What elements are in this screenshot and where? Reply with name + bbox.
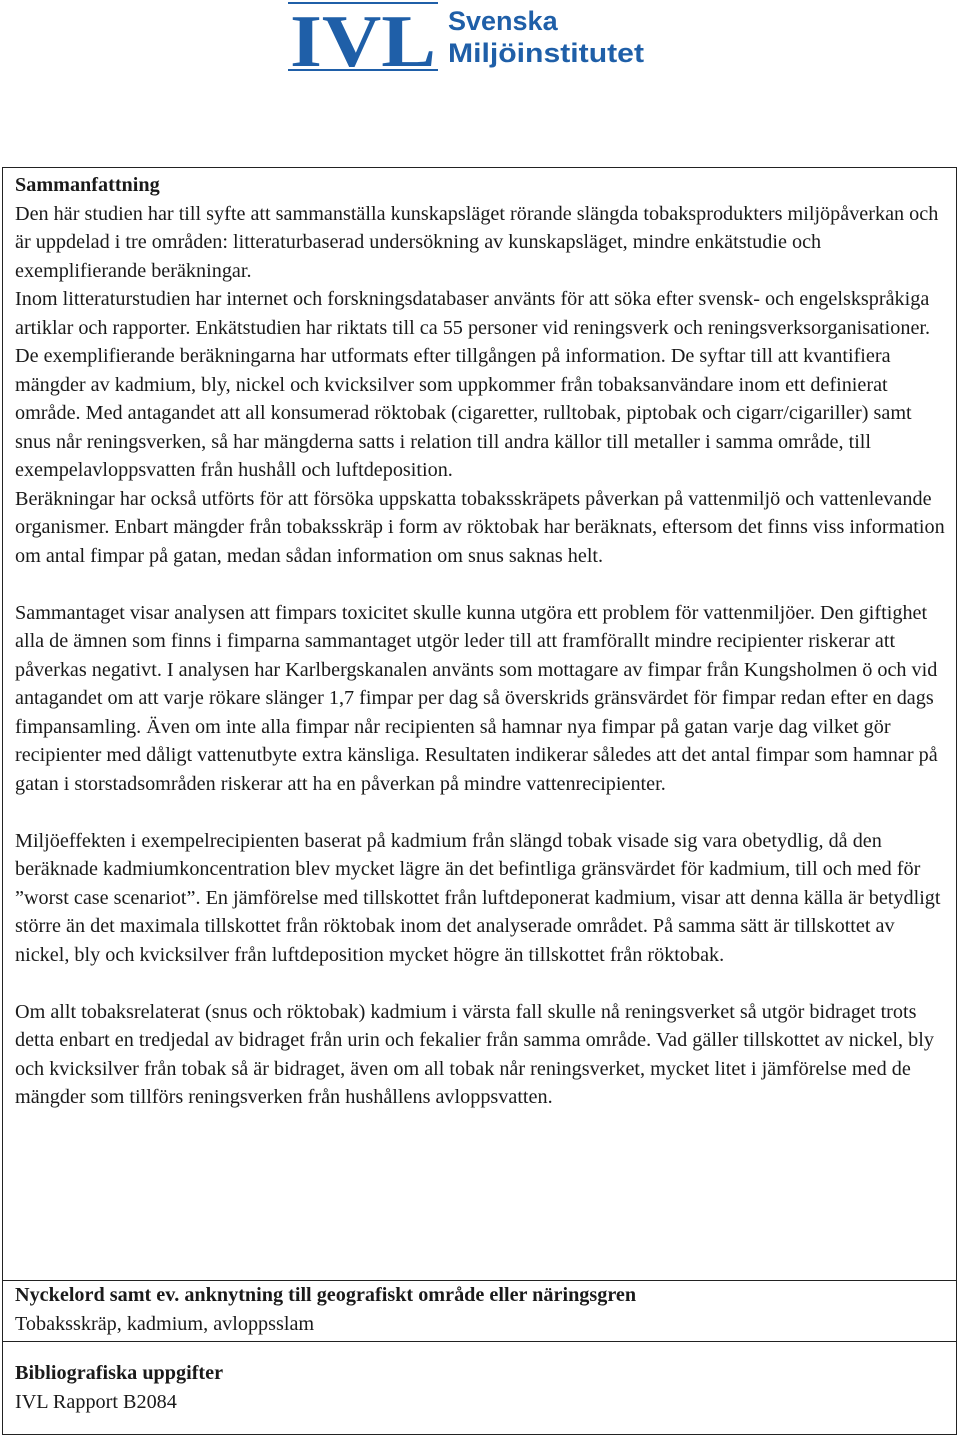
summary-paragraph-1: Den här studien har till syfte att sammanställa kunskapsläget rörande slängda tobaksprodukters miljöpåverkan och är uppdelad i tre områden: litteraturbaserad undersökning av kunskapsläget, mindre enkätstudie och exemplifierande beräkningar. xyxy=(15,202,939,282)
logo-name-line1: Svenska xyxy=(448,6,558,36)
logo-name-line2: Miljöinstitutet xyxy=(448,38,644,68)
keywords-heading: Nyckelord samt ev. anknytning till geografiskt område eller näringsgren xyxy=(15,1284,637,1306)
summary-paragraph-2: Inom litteraturstudien har internet och forskningsdatabaser använts för att söka efter svensk- och engelskspråkiga artiklar och rapporter. Enkätstudien har riktats till ca 55 personer vid reningsverk och reningsverksorganisationer. De exemplifierande beräkningarna har utformats efter tillgången på information. De syftar till att kvantifiera mängder av kadmium, bly, nickel och kvicksilver som uppkommer från tobaksanvändare inom ett definierat område. Med antagandet att all konsumerad röktobak (cigaretter, rulltobak, piptobak och cigarr/cigariller) samt snus når reningsverken, så har mängderna satts i relation till andra källor till metaller i samma område, till exempelavloppsvatten från hushåll och luftdeposition. xyxy=(15,288,931,481)
bibliography-text: IVL Rapport B2084 xyxy=(15,1390,177,1413)
bibliography-heading: Bibliografiska uppgifter xyxy=(15,1362,224,1384)
summary-frame xyxy=(2,167,957,1435)
summary-heading: Sammanfattning xyxy=(15,174,160,196)
summary-paragraph-3: Beräkningar har också utförts för att försöka uppskatta tobaksskräpets påverkan på vattenmiljö och vattenlevande organismer. Enbart mängder från tobaksskräp i form av röktobak har beräknats, eftersom det finns viss information om antal fimpar på gatan, medan sådan information om snus saknas helt. xyxy=(15,487,945,567)
summary-paragraph-5: Miljöeffekten i exempelrecipienten baserat på kadmium från slängd tobak visade sig vara obetydlig, då den beräknade kadmiumkoncentration blev mycket lägre än det befintliga gränsvärdet för kadmium, till och med för ”worst case scenariot”. En jämförelse med tillskottet från luftdeponerat kadmium, visar att denna källa är betydligt större än det maximala tillskottet från röktobak inom det analyserade området. På samma sätt är tillskottet av nickel, bly och kvicksilver från luftdeposition mycket högre än tillskottet från röktobak. xyxy=(15,829,941,966)
ivl-logo-graphic xyxy=(288,0,648,78)
summary-section xyxy=(15,171,950,1112)
keywords-text: Tobaksskräp, kadmium, avloppsslam xyxy=(15,1312,315,1335)
ivl-logo xyxy=(288,0,648,78)
bibliography-section xyxy=(15,1359,950,1416)
summary-paragraph-4: Sammantaget visar analysen att fimpars toxicitet skulle kunna utgöra ett problem för vattenmiljöer. Den giftighet alla de ämnen som finns i fimparna sammantaget utgör leder till att framförallt mindre recipienter riskerar att påverkas negativt. I analysen har Karlbergskanalen använts som mottagare av fimpar från Kungsholmen ö och vid antagandet om att varje rökare slänger 1,7 fimpar per dag så överskrids gränsvärdet för fimpar redan efter en dags fimpansamling. Även om inte alla fimpar når recipienten så hamnar nya fimpar på gatan varje dag vilket gör recipienter med dåligt vattenutbyte extra känsliga. Resultaten indikerar således att det antal fimpar som hamnar på gatan i storstadsområden riskerar att ha en påverkan på mindre vattenrecipienter. xyxy=(15,601,938,795)
logo-mark: IVL xyxy=(290,1,436,78)
keywords-section xyxy=(15,1281,950,1338)
summary-paragraph-6: Om allt tobaksrelaterat (snus och röktobak) kadmium i värsta fall skulle nå reningsverket så utgör bidraget trots detta enbart en tredjedal av bidraget från urin och fekalier från samma område. Vad gäller tillskottet av nickel, bly och kvicksilver från tobak så är bidraget, även om all tobak når reningsverket, mycket litet i jämförelse med de mängder som tillförs reningsverken från hushållens avloppsvatten. xyxy=(15,1000,934,1108)
bibliography-divider xyxy=(3,1341,956,1342)
